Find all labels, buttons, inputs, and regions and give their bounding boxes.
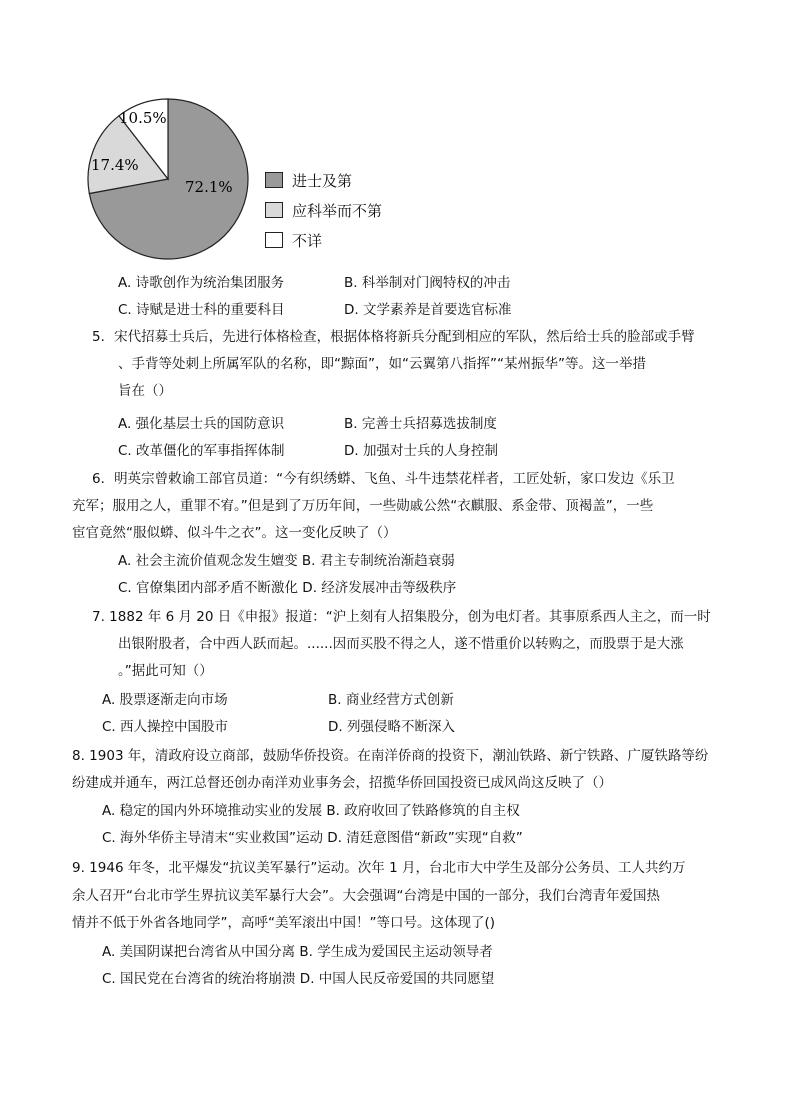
q6-stem-line3: 宦官竟然“服似蟒、似斗牛之衣”。这一变化反映了（） <box>72 525 397 541</box>
q6-options-cd: C. 官僚集团内部矛盾不断激化 D. 经济发展冲击等级秩序 <box>118 580 457 596</box>
q5-stem-line1: 5．宋代招募士兵后，先进行体格检查，根据体格将新兵分配到相应的军队，然后给士兵的脸部或手臂 <box>92 329 695 345</box>
q5-stem-line2: 、手背等处刺上所属军队的名称，即“黥面”，如“云翼第八指挥”“某州振华”等。这一举措 <box>118 356 646 372</box>
q9-options-ab: A. 美国阴谋把台湾省从中国分离 B. 学生成为爱国民主运动领导者 <box>102 944 493 960</box>
q7-option-c: C. 西人操控中国股市 <box>102 719 229 735</box>
q9-stem-line2: 余人召开“台北市学生界抗议美军暴行大会”。大会强调“台湾是中国的一部分，我们台湾青年爱国热 <box>72 888 660 904</box>
q4-option-a: A. 诗歌创作为统治集团服务 <box>118 275 285 291</box>
pie-chart <box>85 95 255 265</box>
q5-option-a: A. 强化基层士兵的国防意识 <box>118 416 285 432</box>
q8-stem-line1: 8. 1903 年，清政府设立商部，鼓励华侨投资。在南洋侨商的投资下，潮汕铁路、新宁铁路、广厦铁路等纷 <box>72 748 709 764</box>
q4-option-b: B. 科举制对门阀特权的冲击 <box>344 275 511 291</box>
q9-stem-line1: 9. 1946 年冬，北平爆发“抗议美军暴行”运动。次年 1 月，台北市大中学生及部分公务员、工人共约万 <box>72 860 686 876</box>
q6-stem-line2: 充军；服用之人，重罪不宥。”但是到了万历年间，一些勋戚公然“衣麒服、系金带、顶褐盖”，一些 <box>72 498 654 514</box>
q8-options-ab: A. 稳定的国内外环境推动实业的发展 B. 政府收回了铁路修筑的自主权 <box>102 803 520 819</box>
q9-options-cd: C. 国民党在台湾省的统治将崩溃 D. 中国人民反帝爱国的共同愿望 <box>102 971 495 987</box>
pie-label-unknown: 10.5% <box>119 109 167 127</box>
q4-option-c: C. 诗赋是进士科的重要科目 <box>118 302 285 318</box>
pie-label-passed: 72.1% <box>185 178 233 196</box>
legend-label-unknown: 不详 <box>292 232 323 250</box>
legend-label-passed: 进士及第 <box>292 172 353 190</box>
q4-option-d: D. 文学素养是首要选官标准 <box>344 302 512 318</box>
q7-stem-line1: 7. 1882 年 6 月 20 日《申报》报道：“沪上刻有人招集股分，创为电灯者。其事原系西人主之，而一时 <box>92 609 711 625</box>
legend-swatch-unknown <box>265 232 283 248</box>
q7-option-b: B. 商业经营方式创新 <box>328 692 454 708</box>
legend-swatch-passed <box>265 172 283 188</box>
q9-stem-line3: 情并不低于外省各地同学”，高呼“美军滚出中国！”等口号。这体现了() <box>72 915 496 931</box>
q5-option-d: D. 加强对士兵的人身控制 <box>344 443 498 459</box>
q5-stem-line3: 旨在（） <box>118 383 172 399</box>
q6-options-ab: A. 社会主流价值观念发生嬗变 B. 君主专制统治渐趋衰弱 <box>118 553 455 569</box>
pie-label-failed: 17.4% <box>91 156 139 174</box>
q8-stem-line2: 纷建成并通车，两江总督还创办南洋劝业事务会，招揽华侨回国投资已成风尚这反映了（） <box>72 775 612 791</box>
q7-stem-line2: 出银附股者，合中西人跃而起。......因而买股不得之人，遂不惜重价以转购之，而股票于是大涨 <box>118 636 684 652</box>
q5-option-c: C. 改革僵化的军事指挥体制 <box>118 443 285 459</box>
legend-swatch-failed <box>265 202 283 218</box>
q7-option-d: D. 列强侵略不断深入 <box>328 719 455 735</box>
q7-option-a: A. 股票逐渐走向市场 <box>102 692 228 708</box>
q6-stem-line1: 6．明英宗曾敕谕工部官员道：“今有织绣蟒、飞鱼、斗牛违禁花样者，工匠处斩，家口发边《乐卫 <box>92 471 675 487</box>
legend-label-failed: 应科举而不第 <box>292 202 383 220</box>
q5-option-b: B. 完善士兵招募选拔制度 <box>344 416 497 432</box>
q8-options-cd: C. 海外华侨主导清末“实业救国”运动 D. 清廷意图借“新政”实现“自救” <box>102 830 523 846</box>
q7-stem-line3: 。”据此可知（） <box>118 663 213 679</box>
